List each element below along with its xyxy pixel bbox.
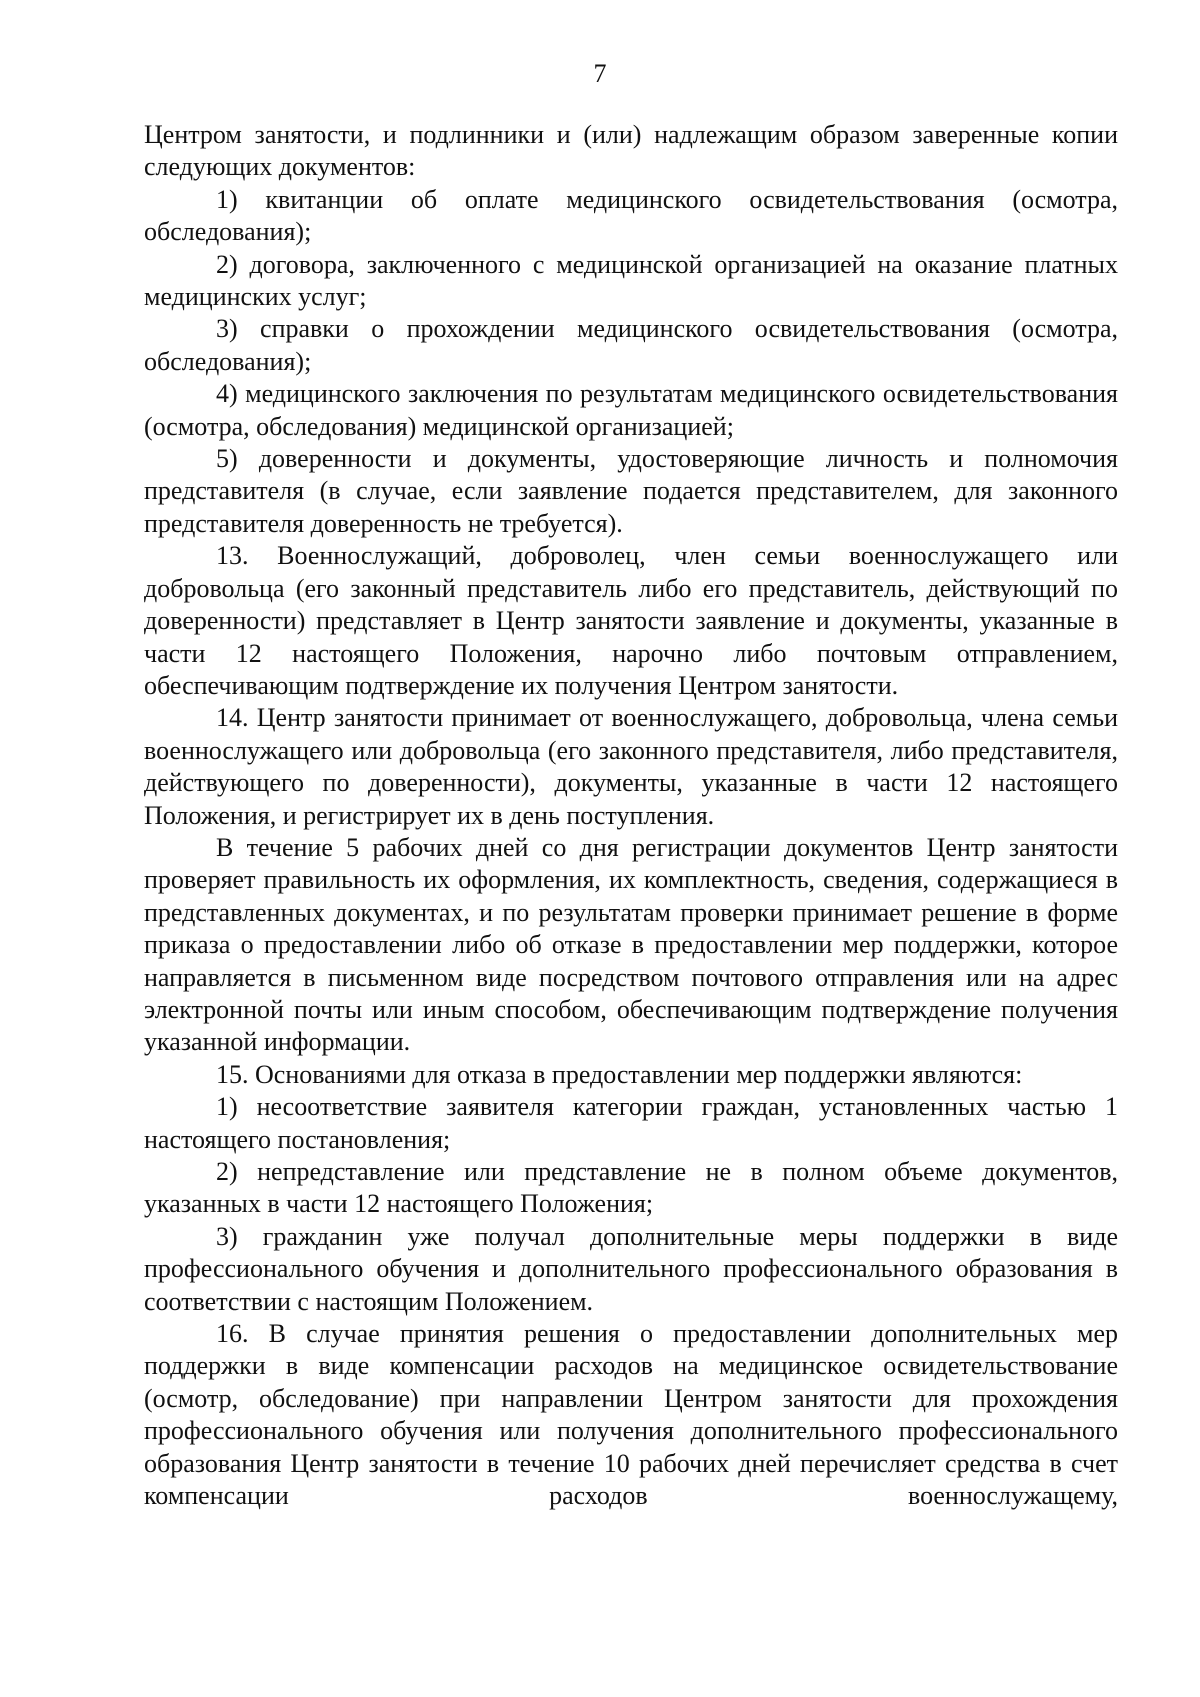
list-item-contract: 2) договора, заключенного с медицинской организацией на оказание платных медицинских услуг; [144, 249, 1118, 312]
paragraph-16: 16. В случае принятия решения о предоставлении дополнительных мер поддержки в виде компенсации расходов на медицинское освидетельствование (осмотр, обследование) при направлении Центром занятости для прохождения профессионального обучения или получения дополнительного профессионального образования Центр занятости в течение 10 рабочих дней перечисляет средства в счет компенсации расходов военнослужащему, [144, 1319, 1118, 1511]
list-item-refusal-2: 2) непредставление или представление не в полном объеме документов, указанных в части 12 настоящего Положения; [144, 1157, 1118, 1219]
list-item-power-of-attorney: 5) доверенности и документы, удостоверяющие личность и полномочия представителя (в случае, если заявление подается представителем, для законного представителя доверенность не требуется). [144, 444, 1118, 538]
paragraph-intro: Центром занятости, и подлинники и (или) надлежащим образом заверенные копии следующих документов: [144, 120, 1118, 182]
paragraph-15: 15. Основаниями для отказа в предоставлении мер поддержки являются: [216, 1059, 1023, 1089]
paragraph-review: В течение 5 рабочих дней со дня регистрации документов Центр занятости проверяет правильность их оформления, их комплектность, сведения, содержащиеся в представленных документах, и по результатам проверки принимает решение в форме приказа о предоставлении либо об отказе в предоставлении мер поддержки, которое направляется в письменном виде посредством почтового отправления или на адрес электронной почты или иным способом, обеспечивающим подтверждение получения указанной информации. [144, 832, 1118, 1057]
list-item-medical-conclusion: 4) медицинского заключения по результатам медицинского освидетельствования (осмотра, обследования) медицинской организацией; [144, 379, 1118, 441]
list-item-refusal-1: 1) несоответствие заявителя категории граждан, установленных частью 1 настоящего постановления; [144, 1092, 1118, 1154]
page-number: 7 [593, 59, 607, 88]
list-item-certificate: 3) справки о прохождении медицинского освидетельствования (осмотра, обследования); [144, 314, 1118, 376]
list-item-receipts: 1) квитанции об оплате медицинского освидетельствования (осмотра, обследования); [144, 184, 1118, 247]
paragraph-14: 14. Центр занятости принимает от военнослужащего, добровольца, члена семьи военнослужащего или добровольца (его законного представителя, либо представителя, действующего по доверенности), документы, указанные в части 12 настоящего Положения, и регистрирует их в день поступления. [144, 703, 1118, 830]
paragraph-13: 13. Военнослужащий, доброволец, член семьи военнослужащего или добровольца (его законный представитель либо его представитель, действующий по доверенности) представляет в Центр занятости заявление и документы, указанные в части 12 настоящего Положения, нарочно либо почтовым отправлением, обеспечивающим подтверждение их получения Центром занятости. [144, 541, 1118, 700]
list-item-refusal-3: 3) гражданин уже получал дополнительные меры поддержки в виде профессионального обучения и дополнительного профессионального образования в соответствии с настоящим Положением. [144, 1221, 1118, 1316]
document-body [144, 119, 1118, 1512]
